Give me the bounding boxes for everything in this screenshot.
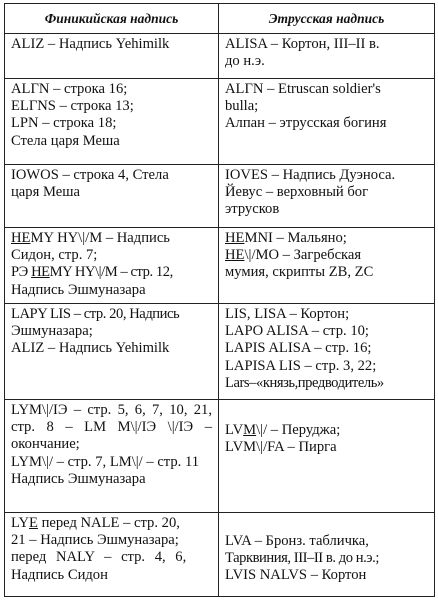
cell-text: LY [11,515,29,531]
cell-text: \|/ – Перуджа; [256,422,341,438]
cell-text: \|/MO – Загребская [244,247,362,264]
header-row [5,4,435,34]
cell-line: Надпись Эшмуназара [11,281,146,298]
cell-line: bulla; [225,98,259,115]
table-row [5,228,435,304]
cell-line: Надпись Эшмуназара [11,470,146,487]
cell-line: до н.э. [225,53,265,70]
cell-text: РЭ [11,264,32,281]
cell-line [11,515,212,532]
cell-line: IOVES – Надпись Дуэноса. [225,167,396,183]
cell-phoenician [5,513,219,597]
underlined-letters: M [243,422,257,438]
cell-line: этрусков [225,201,280,218]
cell-line: ALΓN – Etruscan soldier's [225,81,381,97]
cell-line: мумия, скрипты ZB, ZC [225,264,374,281]
cell-line: Алпан – этрусская богиня [225,115,387,132]
cell-line [225,230,428,247]
cell-phoenician [5,165,219,228]
cell-line: ALΓN – строка 16; [11,81,128,97]
comparison-table [4,3,435,597]
cell-text: MY HY\|/M – Надпись [30,230,170,246]
cell-line: ALIZ – Надпись Yehimilk [11,36,170,52]
underlined-letters: HE [31,264,50,281]
cell-etruscan [219,513,435,597]
cell-text: MY HY\|/M – стр. 12, [49,264,173,281]
cell-phoenician [5,79,219,165]
cell-line: IOWOS – строка 4, Стела [11,167,169,183]
cell-line: Сидон, стр. 7; [11,247,98,264]
cell-etruscan [219,165,435,228]
table-row [5,165,435,228]
table-row [5,513,435,597]
cell-line: ALISA – Кортон, III–II в. [225,36,380,52]
cell-line: LYM\|/ – стр. 7, LM\|/ – стр. 11 [11,453,200,470]
cell-line: ELΓNS – строка 13; [11,98,134,115]
cell-line: LYM\|/IЭ – стр. 5, 6, 7, 10, 21, стр. 8 – LM M\|/IЭ \|/IЭ – окончание; [11,402,212,453]
cell-text: MNI – Мальяно; [244,230,347,246]
cell-line [11,264,212,281]
cell-line: LVIS NALVS – Кортон [225,567,367,584]
cell-line [11,230,212,247]
cell-line: LAPIS ALISA – стр. 16; [225,340,372,357]
underlined-letters: E [29,515,38,531]
underlined-letters: HE [11,230,31,246]
underlined-letters: HE [225,247,245,264]
cell-etruscan [219,304,435,400]
cell-line: Стела царя Меша [11,132,120,149]
cell-line: LAPISA LIS – стр. 3, 22; [225,357,377,374]
cell-line: LVM\|/FA – Пирга [225,439,337,456]
cell-line: Йевус – верховный бог [225,184,369,201]
cell-line: Тарквиния, III–II в. до н.э.; [225,550,379,567]
cell-line: ALIZ – Надпись Yehimilk [11,340,170,357]
cell-line: Lars–«князь,предводитель» [225,374,384,391]
cell-phoenician [5,304,219,400]
cell-phoenician [5,400,219,513]
cell-line [225,247,428,264]
cell-line: царя Меша [11,184,80,201]
cell-line: LIS, LISA – Кортон; [225,306,350,322]
cell-phoenician [5,34,219,79]
table-row [5,304,435,400]
cell-line: Эшмуназара; [11,323,93,340]
cell-phoenician [5,228,219,304]
table-row [5,79,435,165]
table-row [5,34,435,79]
cell-line [225,422,428,439]
cell-line: перед NALY – стр. 4, 6, [11,549,187,566]
cell-line: LPN – строка 18; [11,115,117,132]
cell-etruscan [219,400,435,513]
table-row [5,400,435,513]
cell-line: LAPY LIS – стр. 20, Надпись [11,306,180,322]
cell-text: перед NALE – стр. 20, [37,515,180,531]
cell-line: LAPO ALISA – стр. 10; [225,323,369,340]
header-etruscan: Этрусская надпись [219,4,435,34]
cell-line: Надпись Сидон [11,566,108,583]
cell-text: LV [225,422,244,438]
cell-etruscan [219,228,435,304]
cell-etruscan [219,79,435,165]
cell-etruscan [219,34,435,79]
underlined-letters: HE [225,230,245,246]
header-phoenician: Финикийская надпись [5,4,219,34]
cell-line: 21 – Надпись Эшмуназара; [11,532,179,549]
cell-line: LVA – Бронз. табличка, [225,533,369,549]
